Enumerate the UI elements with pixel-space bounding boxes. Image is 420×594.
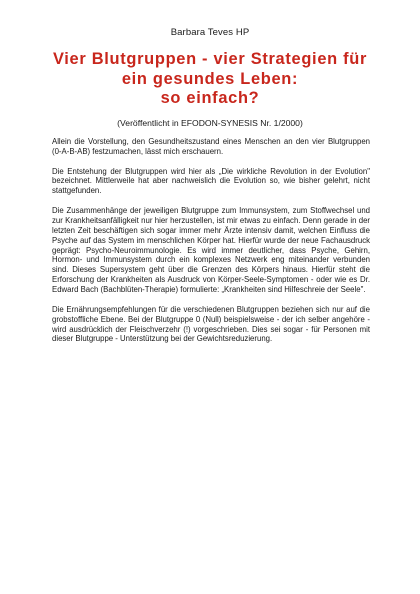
publication-note: (Veröffentlicht in EFODON-SYNESIS Nr. 1/2000) — [117, 118, 303, 128]
title-line-3: so einfach? — [160, 89, 260, 107]
paragraph: Die Entstehung der Blutgruppen wird hier als „Die wirkliche Revolution in der Evolution" bezeichnet. Mittlerweile hat aber nachweislich die Evolution so, wie bisher gelehrt, nicht stattgefunden. — [52, 166, 370, 196]
document-title — [20, 50, 400, 109]
title-line-2: ein gesundes Leben: — [121, 69, 299, 88]
document-body — [52, 137, 370, 354]
author-name: Barbara Teves HP — [170, 27, 250, 38]
paragraph: Allein die Vorstellung, den Gesundheitszustand eines Menschen an den vier Blutgruppen (0-A-B-AB) festzumachen, lässt mich erschauern. — [52, 137, 370, 156]
paragraph: Die Zusammenhänge der jeweiligen Blutgruppe zum Immunsystem, zum Stoffwechsel und zur Krankheitsanfälligkeit nur hier herzustellen, ist mir etwas zu einfach. Denn gerade in der letzten Zeit beschäftigen sich sogar immer mehr Ärzte intensiv damit, welchen Einfluss die Psyche auf das System im menschlichen Körper hat. Hierfür wurde der neue Fachausdruck geprägt: Psycho-Neuroimmunologie. Es wird immer deutlicher, dass Psyche, Gehirn, Hormon- und Immunsystem durch ein komplexes Netzwerk eng miteinander verbunden sind. Dieses Supersystem geht über die Grenzen des Körpers hinaus. Hierfür steht die Erforschung der Krankheiten als Ausdruck von Körper-Seele-Symptomen - oder wie es Dr. Edward Bach (Bachblüten-Therapie) formulierte: „Krankheiten sind Hilfeschreie der Seele". — [52, 205, 370, 295]
title-line-1: Vier Blutgruppen - vier Strategien für — [52, 50, 368, 68]
paragraph: Die Ernährungsempfehlungen für die verschiedenen Blutgruppen beziehen sich nur auf die grobstoffliche Ebene. Bei der Blutgruppe 0 (Null) beispielsweise - der ich selber angehöre - wird ausdrücklich der Fleischverzehr (!) vorgeschrieben. Dies sei sogar - für Personen mit dieser Blutgruppe - Unterstützung bei der Gewichtsreduzierung. — [52, 304, 370, 344]
